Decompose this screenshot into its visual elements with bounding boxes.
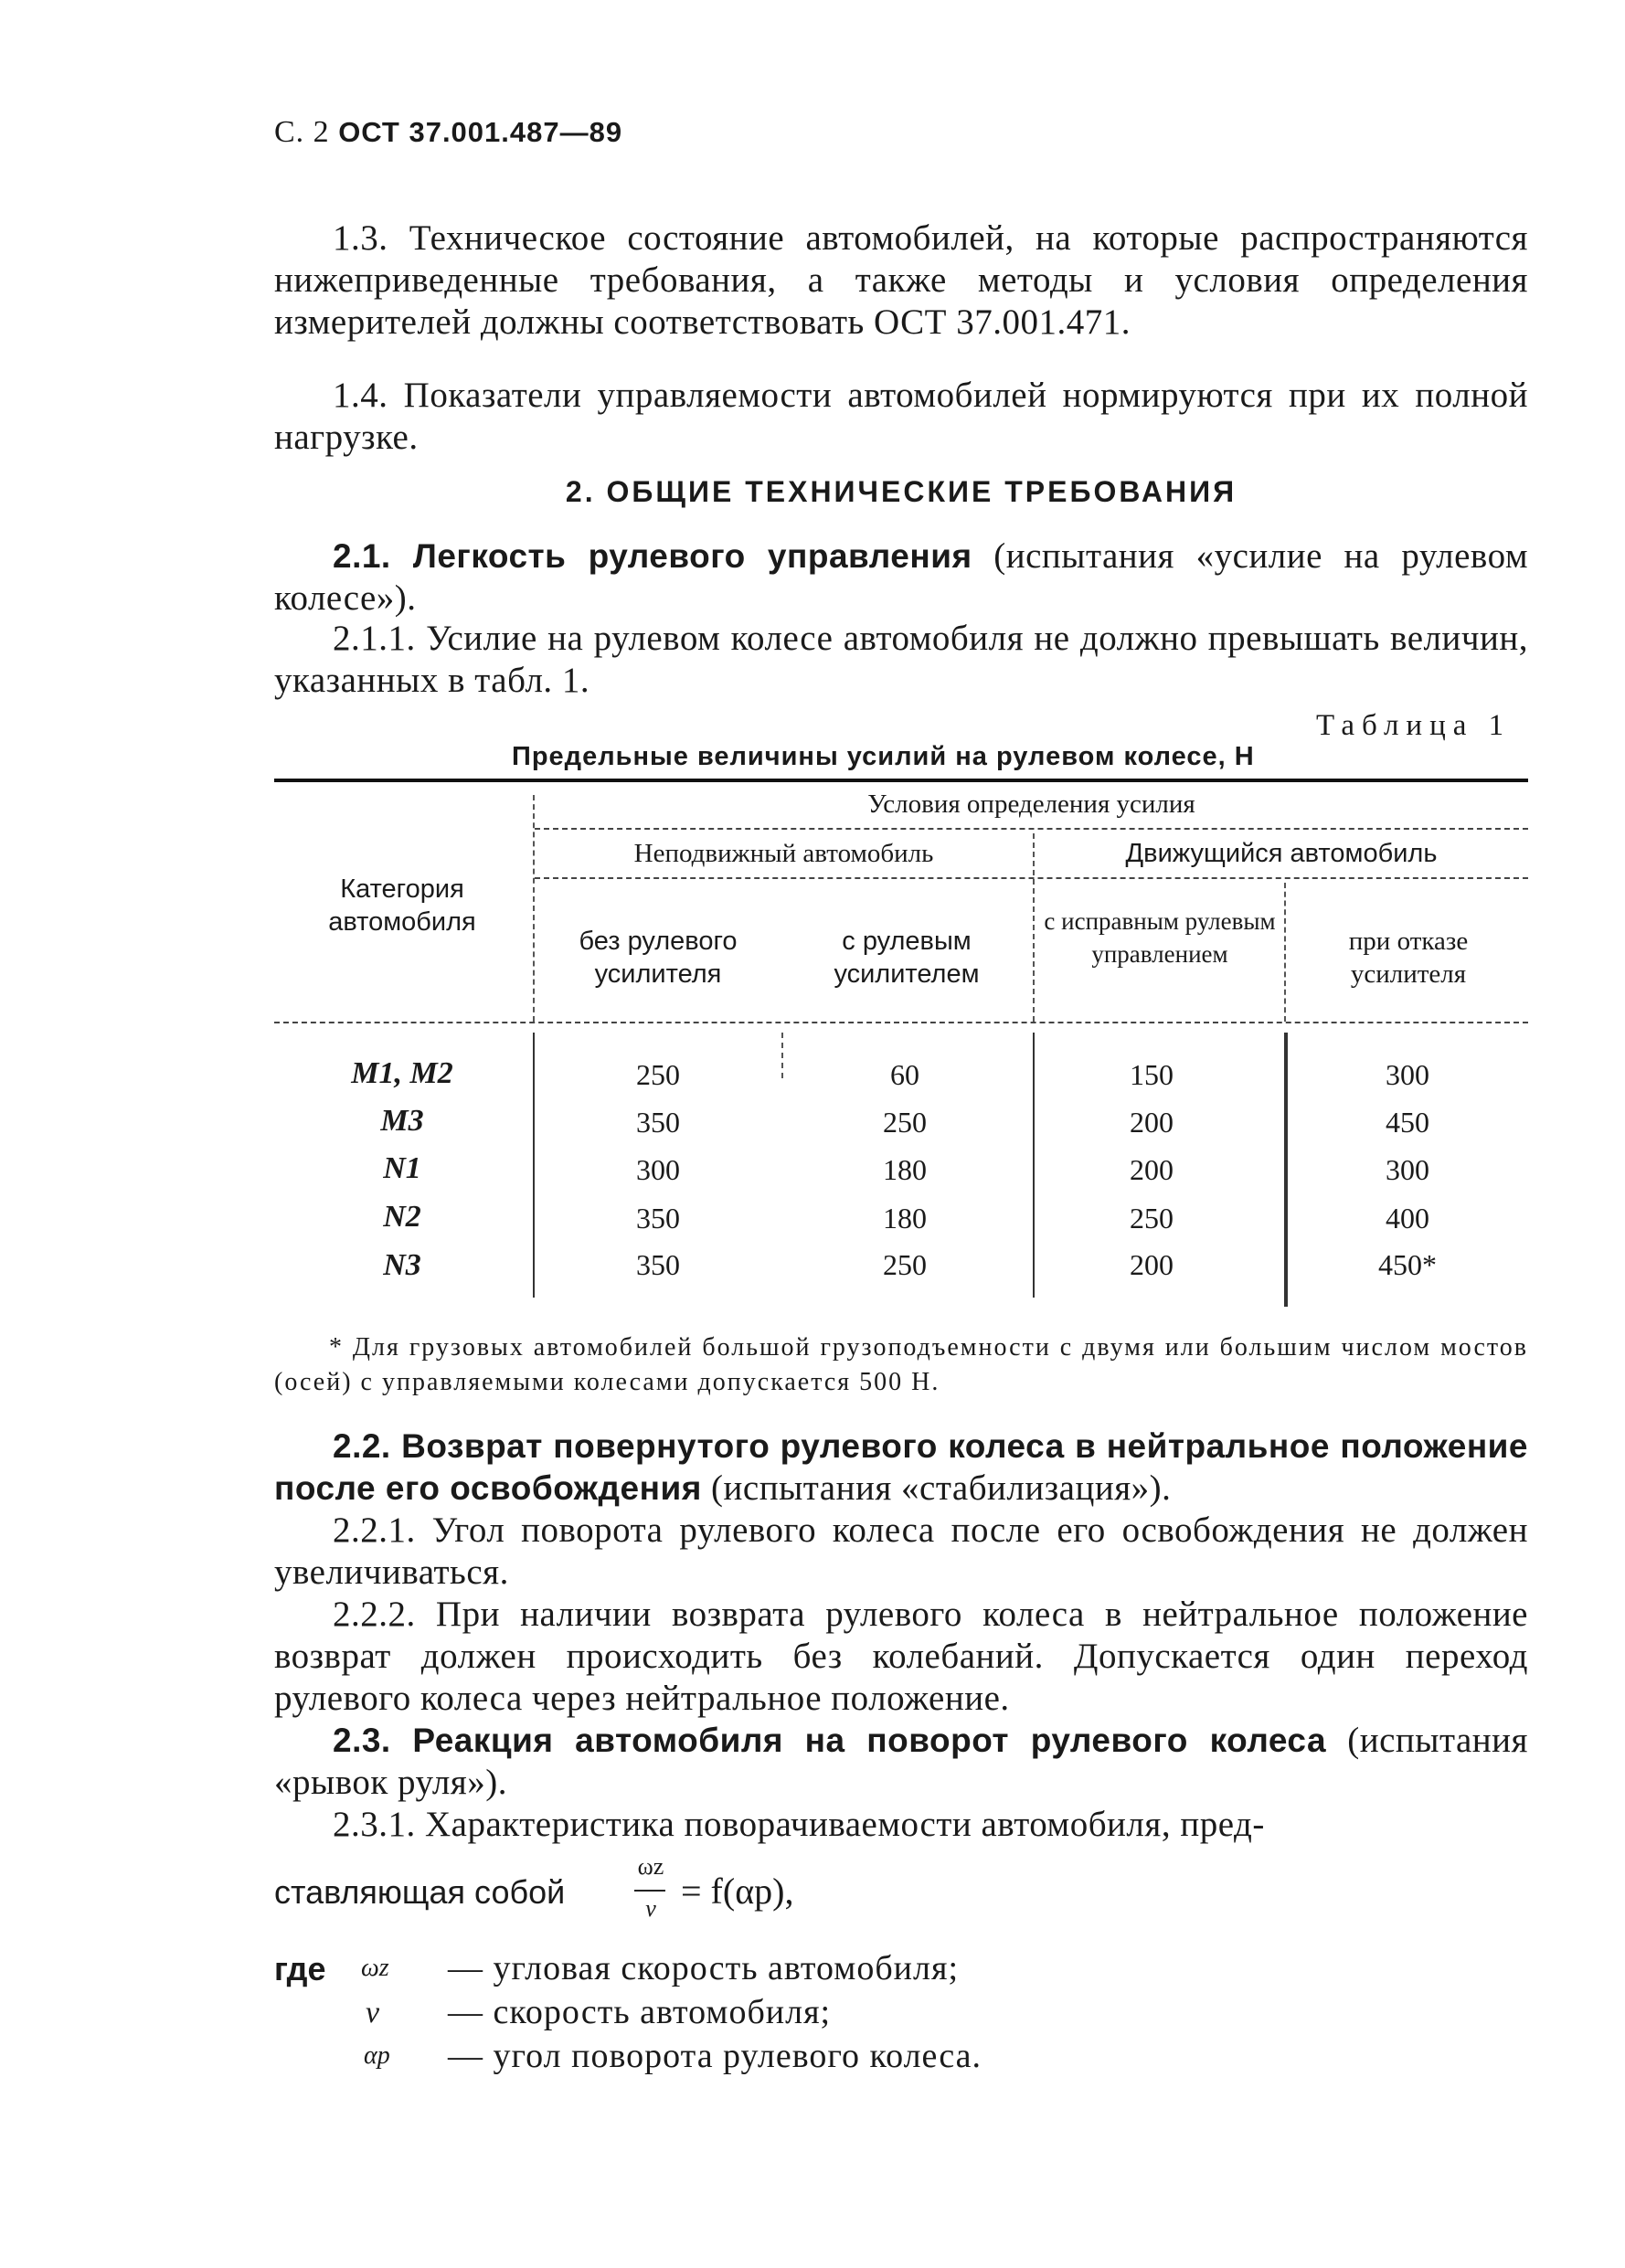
table-cell: 350 — [636, 1248, 680, 1281]
table-cell: 150 — [1130, 1058, 1174, 1091]
table-cell: 450* — [1378, 1248, 1437, 1281]
standard-code: ОСТ 37.001.487—89 — [338, 116, 623, 148]
table-row-category: M3 — [380, 1104, 424, 1138]
table-cell: 250 — [636, 1058, 680, 1091]
table-header-no-booster: без рулевого усилителя — [579, 927, 738, 989]
paragraph-2-3-heading: 2.3. Реакция автомобиля на поворот рулевого колеса — [333, 1722, 1327, 1759]
table-group-static: Неподвижный автомобиль — [633, 839, 934, 868]
table-group-moving: Движущийся автомобиль — [1125, 839, 1438, 868]
formula-denominator: v — [645, 1895, 656, 1922]
paragraph-1-4: 1.4. Показатели управляемости автомобилей нормируются при их полной нагрузке. — [274, 376, 1528, 457]
paragraph-2-3-1: 2.3.1. Характеристика поворачиваемости автомобиля, пред- — [333, 1805, 1265, 1844]
paragraph-2-2-1: 2.2.1. Угол поворота рулевого колеса после его освобождения не должен увеличиваться. — [274, 1510, 1528, 1592]
paragraph-2-1 — [274, 535, 1528, 620]
table-cell: 200 — [1130, 1106, 1174, 1139]
table-header-booster-failure: при отказе усилителя — [1348, 927, 1469, 989]
paragraph-2-3-text: (испытания «рывок руля»). — [274, 1721, 1528, 1802]
table-divider — [1284, 1033, 1288, 1307]
table-header-with-booster: с рулевым усилителем — [834, 927, 980, 989]
page-number: С. 2 — [274, 115, 330, 149]
table-cell: 400 — [1386, 1202, 1429, 1235]
definition-symbol: v — [366, 1996, 380, 2030]
table-row-category: N2 — [383, 1200, 421, 1234]
table-cell: 300 — [1386, 1058, 1429, 1091]
paragraph-2-1-1: 2.1.1. Усилие на рулевом колесе автомобиля не должно превышать величин, указанных в табл. 1. — [274, 619, 1528, 700]
table-cell: 250 — [883, 1106, 927, 1139]
table-cell: 180 — [883, 1153, 927, 1186]
table-title: Предельные величины усилий на рулевом колесе, Н — [512, 742, 1255, 771]
definition-text: — угол поворота рулевого колеса. — [448, 2037, 982, 2075]
table-divider — [1284, 883, 1286, 1022]
paragraph-2-1-heading: 2.1. Легкость рулевого управления — [333, 537, 972, 575]
table-cell: 200 — [1130, 1248, 1174, 1281]
table-cell: 350 — [636, 1106, 680, 1139]
table-footnote: * Для грузовых автомобилей большой грузоподъемности с двумя или большим числом мостов (осей) с управляемыми колесами допускается 500 Н. — [274, 1333, 1528, 1396]
table-cell: 450 — [1386, 1106, 1429, 1139]
paragraph-2-3 — [274, 1720, 1528, 1804]
table-divider — [1033, 833, 1035, 1022]
definition-text: — угловая скорость автомобиля; — [448, 1949, 960, 1987]
paragraph-2-2-heading: 2.2. Возврат повернутого рулевого колеса в нейтральное положение после его освобождения — [274, 1427, 1528, 1507]
table-cell: 250 — [883, 1248, 927, 1281]
table-row-category: M1, M2 — [351, 1056, 453, 1090]
table-rule — [535, 828, 1528, 830]
paragraph-2-2-2: 2.2.2. При наличии возврата рулевого колеса в нейтральное положение возврат должен происходить без колебаний. Допускается один переход рулевого колеса через нейтральное положение. — [274, 1595, 1528, 1718]
table-header-category: Категория автомобиля — [328, 874, 476, 937]
table-row-category: N1 — [383, 1151, 421, 1185]
formula-rhs: = f(αр), — [681, 1871, 794, 1912]
table-rule — [535, 877, 1528, 879]
paragraph-2-2-text: (испытания «стабилизация»). — [701, 1468, 1172, 1508]
table-cell: 180 — [883, 1202, 927, 1235]
table-divider — [533, 795, 535, 1022]
table-divider — [533, 1033, 535, 1298]
where-label: где — [274, 1950, 326, 1987]
definition-symbol: ωz — [361, 1954, 389, 1982]
table-cell: 250 — [1130, 1202, 1174, 1235]
section-2-title: 2. ОБЩИЕ ТЕХНИЧЕСКИЕ ТРЕБОВАНИЯ — [565, 475, 1237, 508]
table-cell: 200 — [1130, 1153, 1174, 1186]
table-caption: Таблица 1 — [1316, 709, 1512, 742]
table-divider — [1033, 1033, 1035, 1298]
table-cell: 300 — [636, 1153, 680, 1186]
table-group-main: Условия определения усилия — [867, 790, 1195, 819]
definition-text: — скорость автомобиля; — [448, 1993, 832, 2031]
table-cell: 350 — [636, 1202, 680, 1235]
table-divider — [781, 1033, 783, 1078]
formula-intro — [274, 1871, 565, 1913]
paragraph-1-3: 1.3. Техническое состояние автомобилей, на которые распространяются нижеприведенные требования, а также методы и условия определения измерителей должны соответствовать ОСТ 37.001.471. — [274, 218, 1528, 342]
formula-fraction-bar — [634, 1890, 665, 1892]
formula-intro-text: ставляющая собой — [274, 1873, 566, 1911]
table-header-rule — [274, 1022, 1528, 1023]
formula-numerator: ωz — [637, 1853, 664, 1880]
paragraph-2-2 — [274, 1425, 1528, 1510]
page-header — [274, 115, 622, 150]
table-top-rule — [274, 779, 1528, 782]
table-row-category: N3 — [383, 1248, 421, 1282]
table-header-working-steering: с исправным рулевым управлением — [1044, 907, 1276, 968]
paragraph-2-1-text: (испытания «усилие на рулевом колесе»). — [274, 536, 1529, 618]
table-cell: 60 — [890, 1058, 919, 1091]
table-cell: 300 — [1386, 1153, 1429, 1186]
definition-symbol: αр — [364, 2041, 390, 2070]
